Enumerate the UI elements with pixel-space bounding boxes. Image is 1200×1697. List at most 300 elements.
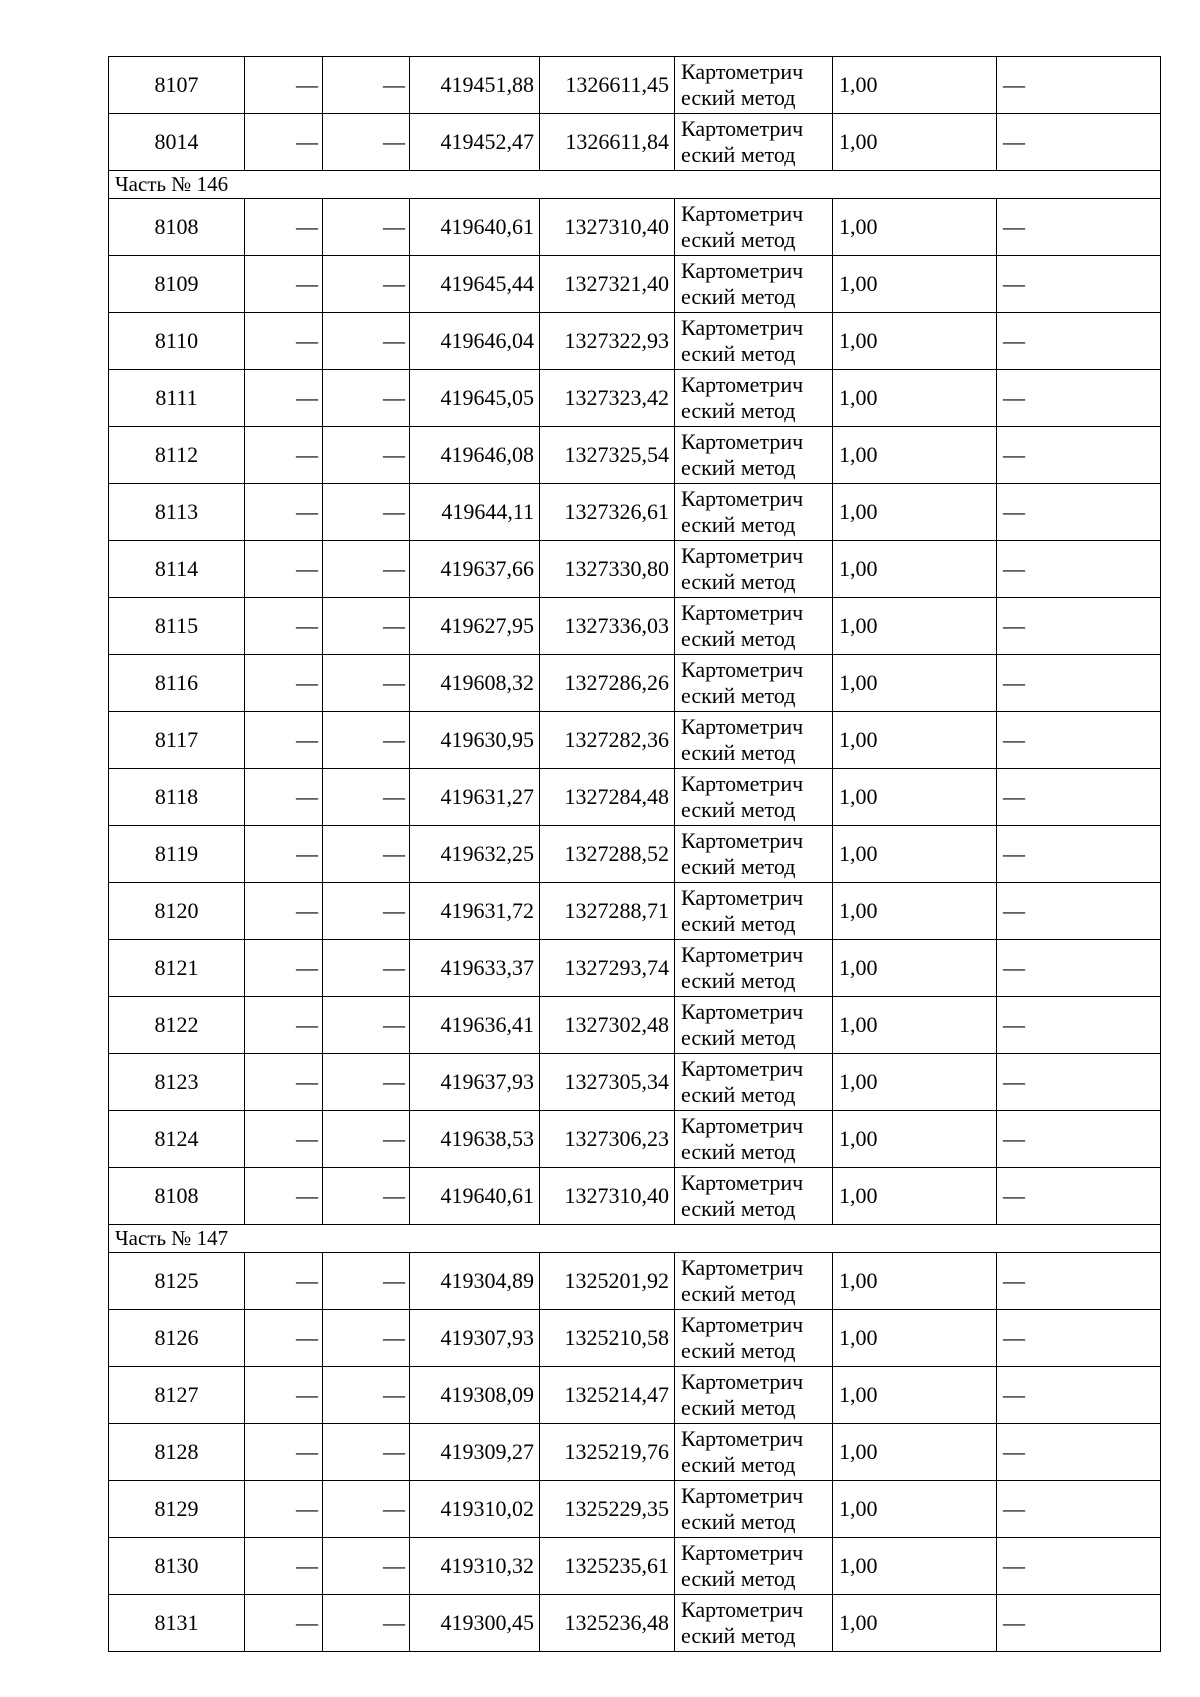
accuracy-cell: 1,00 (833, 598, 997, 655)
x-coordinate-cell: 419636,41 (410, 997, 540, 1054)
method-text-line-2: еский метод (681, 1395, 796, 1420)
old-x-cell: — (245, 940, 323, 997)
method-cell (675, 57, 833, 114)
old-y-cell: — (323, 940, 410, 997)
old-x-cell: — (245, 1481, 323, 1538)
description-cell: — (997, 1253, 1161, 1310)
point-number-cell: 8124 (109, 1111, 245, 1168)
accuracy-cell: 1,00 (833, 370, 997, 427)
accuracy-cell: 1,00 (833, 1310, 997, 1367)
table-row (109, 256, 1161, 313)
y-coordinate-cell: 1327310,40 (540, 1168, 675, 1225)
method-cell (675, 256, 833, 313)
old-x-cell: — (245, 1367, 323, 1424)
x-coordinate-cell: 419631,27 (410, 769, 540, 826)
old-x-cell: — (245, 484, 323, 541)
point-number-cell: 8107 (109, 57, 245, 114)
table-row (109, 826, 1161, 883)
method-text-line-1: Картометрич (681, 771, 804, 796)
method-text-line-1: Картометрич (681, 116, 804, 141)
method-cell (675, 826, 833, 883)
old-y-cell: — (323, 883, 410, 940)
y-coordinate-cell: 1325219,76 (540, 1424, 675, 1481)
old-x-cell: — (245, 1111, 323, 1168)
table-row (109, 541, 1161, 598)
method-text-line-1: Картометрич (681, 600, 804, 625)
method-cell (675, 883, 833, 940)
old-y-cell: — (323, 1424, 410, 1481)
x-coordinate-cell: 419300,45 (410, 1595, 540, 1652)
accuracy-cell: 1,00 (833, 1538, 997, 1595)
old-x-cell: — (245, 997, 323, 1054)
description-cell: — (997, 940, 1161, 997)
method-text-line-1: Картометрич (681, 1483, 804, 1508)
accuracy-cell: 1,00 (833, 940, 997, 997)
accuracy-cell: 1,00 (833, 199, 997, 256)
method-text-line-1: Картометрич (681, 1540, 804, 1565)
description-cell: — (997, 1111, 1161, 1168)
y-coordinate-cell: 1326611,84 (540, 114, 675, 171)
table-row (109, 1111, 1161, 1168)
description-cell: — (997, 256, 1161, 313)
method-text-line-1: Картометрич (681, 885, 804, 910)
accuracy-cell: 1,00 (833, 1054, 997, 1111)
method-cell (675, 427, 833, 484)
old-x-cell: — (245, 541, 323, 598)
x-coordinate-cell: 419644,11 (410, 484, 540, 541)
old-y-cell: — (323, 1538, 410, 1595)
x-coordinate-cell: 419307,93 (410, 1310, 540, 1367)
old-x-cell: — (245, 427, 323, 484)
section-label: Часть № 147 (109, 1225, 1161, 1253)
method-cell (675, 313, 833, 370)
x-coordinate-cell: 419646,04 (410, 313, 540, 370)
old-y-cell: — (323, 655, 410, 712)
x-coordinate-cell: 419633,37 (410, 940, 540, 997)
accuracy-cell: 1,00 (833, 57, 997, 114)
point-number-cell: 8117 (109, 712, 245, 769)
method-text-line-1: Картометрич (681, 942, 804, 967)
method-text-line-2: еский метод (681, 142, 796, 167)
x-coordinate-cell: 419451,88 (410, 57, 540, 114)
method-text-line-2: еский метод (681, 911, 796, 936)
method-text-line-2: еский метод (681, 341, 796, 366)
description-cell: — (997, 1168, 1161, 1225)
point-number-cell: 8108 (109, 1168, 245, 1225)
method-text-line-2: еский метод (681, 1452, 796, 1477)
x-coordinate-cell: 419309,27 (410, 1424, 540, 1481)
table-row (109, 57, 1161, 114)
old-x-cell: — (245, 712, 323, 769)
x-coordinate-cell: 419308,09 (410, 1367, 540, 1424)
table-row (109, 1538, 1161, 1595)
method-text-line-2: еский метод (681, 1338, 796, 1363)
point-number-cell: 8116 (109, 655, 245, 712)
method-text-line-2: еский метод (681, 398, 796, 423)
y-coordinate-cell: 1327330,80 (540, 541, 675, 598)
method-text-line-1: Картометрич (681, 1426, 804, 1451)
table-row (109, 1310, 1161, 1367)
method-cell (675, 370, 833, 427)
method-text-line-2: еский метод (681, 1082, 796, 1107)
old-y-cell: — (323, 57, 410, 114)
old-x-cell: — (245, 256, 323, 313)
method-text-line-1: Картометрич (681, 1113, 804, 1138)
method-text-line-2: еский метод (681, 854, 796, 879)
x-coordinate-cell: 419630,95 (410, 712, 540, 769)
old-y-cell: — (323, 370, 410, 427)
description-cell: — (997, 655, 1161, 712)
y-coordinate-cell: 1327288,52 (540, 826, 675, 883)
method-text-line-1: Картометрич (681, 372, 804, 397)
x-coordinate-cell: 419632,25 (410, 826, 540, 883)
table-row (109, 1367, 1161, 1424)
method-cell (675, 1111, 833, 1168)
method-cell (675, 1595, 833, 1652)
old-y-cell: — (323, 313, 410, 370)
description-cell: — (997, 598, 1161, 655)
method-text-line-2: еский метод (681, 1196, 796, 1221)
table-row (109, 598, 1161, 655)
old-y-cell: — (323, 484, 410, 541)
accuracy-cell: 1,00 (833, 313, 997, 370)
y-coordinate-cell: 1326611,45 (540, 57, 675, 114)
table-row (109, 712, 1161, 769)
description-cell: — (997, 1538, 1161, 1595)
old-x-cell: — (245, 883, 323, 940)
table-body (109, 57, 1161, 1652)
point-number-cell: 8118 (109, 769, 245, 826)
x-coordinate-cell: 419638,53 (410, 1111, 540, 1168)
y-coordinate-cell: 1327302,48 (540, 997, 675, 1054)
old-y-cell: — (323, 826, 410, 883)
y-coordinate-cell: 1327325,54 (540, 427, 675, 484)
x-coordinate-cell: 419310,02 (410, 1481, 540, 1538)
point-number-cell: 8109 (109, 256, 245, 313)
method-text-line-1: Картометрич (681, 1597, 804, 1622)
method-text-line-1: Картометрич (681, 1312, 804, 1337)
old-x-cell: — (245, 1253, 323, 1310)
table-row (109, 1424, 1161, 1481)
description-cell: — (997, 1481, 1161, 1538)
x-coordinate-cell: 419646,08 (410, 427, 540, 484)
point-number-cell: 8131 (109, 1595, 245, 1652)
point-number-cell: 8112 (109, 427, 245, 484)
old-x-cell: — (245, 826, 323, 883)
point-number-cell: 8114 (109, 541, 245, 598)
point-number-cell: 8119 (109, 826, 245, 883)
description-cell: — (997, 1367, 1161, 1424)
accuracy-cell: 1,00 (833, 769, 997, 826)
y-coordinate-cell: 1325236,48 (540, 1595, 675, 1652)
method-text-line-1: Картометрич (681, 828, 804, 853)
old-x-cell: — (245, 1310, 323, 1367)
table-row (109, 940, 1161, 997)
method-text-line-2: еский метод (681, 1025, 796, 1050)
description-cell: — (997, 1424, 1161, 1481)
table-row (109, 114, 1161, 171)
old-x-cell: — (245, 199, 323, 256)
point-number-cell: 8123 (109, 1054, 245, 1111)
old-y-cell: — (323, 712, 410, 769)
old-x-cell: — (245, 1538, 323, 1595)
point-number-cell: 8120 (109, 883, 245, 940)
x-coordinate-cell: 419631,72 (410, 883, 540, 940)
method-text-line-1: Картометрич (681, 1170, 804, 1195)
accuracy-cell: 1,00 (833, 997, 997, 1054)
old-x-cell: — (245, 655, 323, 712)
accuracy-cell: 1,00 (833, 1424, 997, 1481)
point-number-cell: 8126 (109, 1310, 245, 1367)
old-y-cell: — (323, 1054, 410, 1111)
y-coordinate-cell: 1327322,93 (540, 313, 675, 370)
accuracy-cell: 1,00 (833, 883, 997, 940)
table-row (109, 484, 1161, 541)
method-text-line-2: еский метод (681, 1281, 796, 1306)
method-cell (675, 114, 833, 171)
y-coordinate-cell: 1327326,61 (540, 484, 675, 541)
method-cell (675, 199, 833, 256)
accuracy-cell: 1,00 (833, 1111, 997, 1168)
old-x-cell: — (245, 313, 323, 370)
old-y-cell: — (323, 1595, 410, 1652)
x-coordinate-cell: 419645,44 (410, 256, 540, 313)
table-row (109, 769, 1161, 826)
method-cell (675, 541, 833, 598)
old-y-cell: — (323, 1310, 410, 1367)
old-y-cell: — (323, 997, 410, 1054)
method-text-line-2: еский метод (681, 797, 796, 822)
method-text-line-2: еский метод (681, 740, 796, 765)
old-x-cell: — (245, 598, 323, 655)
point-number-cell: 8108 (109, 199, 245, 256)
method-text-line-2: еский метод (681, 284, 796, 309)
method-cell (675, 1424, 833, 1481)
old-y-cell: — (323, 769, 410, 826)
old-y-cell: — (323, 1481, 410, 1538)
y-coordinate-cell: 1327310,40 (540, 199, 675, 256)
accuracy-cell: 1,00 (833, 256, 997, 313)
method-text-line-2: еский метод (681, 569, 796, 594)
accuracy-cell: 1,00 (833, 1367, 997, 1424)
method-text-line-1: Картометрич (681, 201, 804, 226)
method-text-line-1: Картометрич (681, 429, 804, 454)
method-text-line-2: еский метод (681, 227, 796, 252)
point-number-cell: 8127 (109, 1367, 245, 1424)
description-cell: — (997, 1054, 1161, 1111)
y-coordinate-cell: 1327288,71 (540, 883, 675, 940)
table-row (109, 313, 1161, 370)
old-y-cell: — (323, 1111, 410, 1168)
description-cell: — (997, 769, 1161, 826)
method-text-line-2: еский метод (681, 455, 796, 480)
y-coordinate-cell: 1327293,74 (540, 940, 675, 997)
accuracy-cell: 1,00 (833, 484, 997, 541)
method-cell (675, 1481, 833, 1538)
accuracy-cell: 1,00 (833, 1595, 997, 1652)
x-coordinate-cell: 419637,66 (410, 541, 540, 598)
description-cell: — (997, 114, 1161, 171)
method-cell (675, 712, 833, 769)
table-row (109, 997, 1161, 1054)
old-x-cell: — (245, 1054, 323, 1111)
method-text-line-2: еский метод (681, 1509, 796, 1534)
accuracy-cell: 1,00 (833, 427, 997, 484)
table-row (109, 1054, 1161, 1111)
table-row (109, 655, 1161, 712)
x-coordinate-cell: 419452,47 (410, 114, 540, 171)
table-row (109, 427, 1161, 484)
description-cell: — (997, 484, 1161, 541)
old-x-cell: — (245, 769, 323, 826)
accuracy-cell: 1,00 (833, 1481, 997, 1538)
x-coordinate-cell: 419304,89 (410, 1253, 540, 1310)
method-text-line-2: еский метод (681, 85, 796, 110)
old-x-cell: — (245, 57, 323, 114)
table-row (109, 883, 1161, 940)
method-text-line-2: еский метод (681, 968, 796, 993)
y-coordinate-cell: 1325235,61 (540, 1538, 675, 1595)
description-cell: — (997, 883, 1161, 940)
method-text-line-1: Картометрич (681, 714, 804, 739)
old-x-cell: — (245, 114, 323, 171)
x-coordinate-cell: 419627,95 (410, 598, 540, 655)
method-text-line-1: Картометрич (681, 543, 804, 568)
accuracy-cell: 1,00 (833, 541, 997, 598)
y-coordinate-cell: 1327284,48 (540, 769, 675, 826)
method-text-line-2: еский метод (681, 626, 796, 651)
method-text-line-1: Картометрич (681, 657, 804, 682)
x-coordinate-cell: 419608,32 (410, 655, 540, 712)
old-x-cell: — (245, 1424, 323, 1481)
description-cell: — (997, 1310, 1161, 1367)
accuracy-cell: 1,00 (833, 1168, 997, 1225)
method-text-line-1: Картометрич (681, 315, 804, 340)
method-text-line-1: Картометрич (681, 486, 804, 511)
old-y-cell: — (323, 199, 410, 256)
old-y-cell: — (323, 1168, 410, 1225)
description-cell: — (997, 826, 1161, 883)
method-text-line-1: Картометрич (681, 999, 804, 1024)
old-y-cell: — (323, 1367, 410, 1424)
method-text-line-1: Картометрич (681, 1255, 804, 1280)
method-text-line-1: Картометрич (681, 1056, 804, 1081)
y-coordinate-cell: 1327306,23 (540, 1111, 675, 1168)
y-coordinate-cell: 1325229,35 (540, 1481, 675, 1538)
old-x-cell: — (245, 1168, 323, 1225)
table-row (109, 1595, 1161, 1652)
point-number-cell: 8128 (109, 1424, 245, 1481)
method-cell (675, 997, 833, 1054)
old-y-cell: — (323, 256, 410, 313)
table-row (109, 199, 1161, 256)
table-row (109, 1481, 1161, 1538)
description-cell: — (997, 313, 1161, 370)
point-number-cell: 8110 (109, 313, 245, 370)
method-cell (675, 1538, 833, 1595)
accuracy-cell: 1,00 (833, 1253, 997, 1310)
point-number-cell: 8130 (109, 1538, 245, 1595)
method-text-line-1: Картометрич (681, 1369, 804, 1394)
point-number-cell: 8121 (109, 940, 245, 997)
point-number-cell: 8113 (109, 484, 245, 541)
method-cell (675, 484, 833, 541)
point-number-cell: 8111 (109, 370, 245, 427)
y-coordinate-cell: 1325210,58 (540, 1310, 675, 1367)
method-cell (675, 598, 833, 655)
description-cell: — (997, 1595, 1161, 1652)
y-coordinate-cell: 1327323,42 (540, 370, 675, 427)
x-coordinate-cell: 419637,93 (410, 1054, 540, 1111)
point-number-cell: 8115 (109, 598, 245, 655)
table-row (109, 1168, 1161, 1225)
accuracy-cell: 1,00 (833, 826, 997, 883)
x-coordinate-cell: 419640,61 (410, 199, 540, 256)
section-header-row (109, 1225, 1161, 1253)
point-number-cell: 8014 (109, 114, 245, 171)
table-row (109, 1253, 1161, 1310)
point-number-cell: 8129 (109, 1481, 245, 1538)
description-cell: — (997, 427, 1161, 484)
old-x-cell: — (245, 370, 323, 427)
method-cell (675, 655, 833, 712)
accuracy-cell: 1,00 (833, 114, 997, 171)
method-cell (675, 769, 833, 826)
method-text-line-2: еский метод (681, 1623, 796, 1648)
old-y-cell: — (323, 1253, 410, 1310)
method-cell (675, 1253, 833, 1310)
method-cell (675, 1168, 833, 1225)
y-coordinate-cell: 1327305,34 (540, 1054, 675, 1111)
y-coordinate-cell: 1327286,26 (540, 655, 675, 712)
method-text-line-2: еский метод (681, 512, 796, 537)
description-cell: — (997, 370, 1161, 427)
description-cell: — (997, 199, 1161, 256)
method-text-line-2: еский метод (681, 1566, 796, 1591)
method-text-line-2: еский метод (681, 1139, 796, 1164)
description-cell: — (997, 541, 1161, 598)
section-label: Часть № 146 (109, 171, 1161, 199)
y-coordinate-cell: 1325201,92 (540, 1253, 675, 1310)
method-text-line-1: Картометрич (681, 59, 804, 84)
y-coordinate-cell: 1327282,36 (540, 712, 675, 769)
x-coordinate-cell: 419640,61 (410, 1168, 540, 1225)
old-y-cell: — (323, 541, 410, 598)
method-cell (675, 1054, 833, 1111)
method-cell (675, 1367, 833, 1424)
old-x-cell: — (245, 1595, 323, 1652)
method-cell (675, 940, 833, 997)
y-coordinate-cell: 1327321,40 (540, 256, 675, 313)
point-number-cell: 8125 (109, 1253, 245, 1310)
point-number-cell: 8122 (109, 997, 245, 1054)
old-y-cell: — (323, 114, 410, 171)
x-coordinate-cell: 419310,32 (410, 1538, 540, 1595)
accuracy-cell: 1,00 (833, 712, 997, 769)
table-row (109, 370, 1161, 427)
old-y-cell: — (323, 427, 410, 484)
description-cell: — (997, 57, 1161, 114)
coordinates-table (108, 56, 1161, 1652)
method-text-line-1: Картометрич (681, 258, 804, 283)
old-y-cell: — (323, 598, 410, 655)
description-cell: — (997, 997, 1161, 1054)
description-cell: — (997, 712, 1161, 769)
y-coordinate-cell: 1325214,47 (540, 1367, 675, 1424)
section-header-row (109, 171, 1161, 199)
accuracy-cell: 1,00 (833, 655, 997, 712)
x-coordinate-cell: 419645,05 (410, 370, 540, 427)
